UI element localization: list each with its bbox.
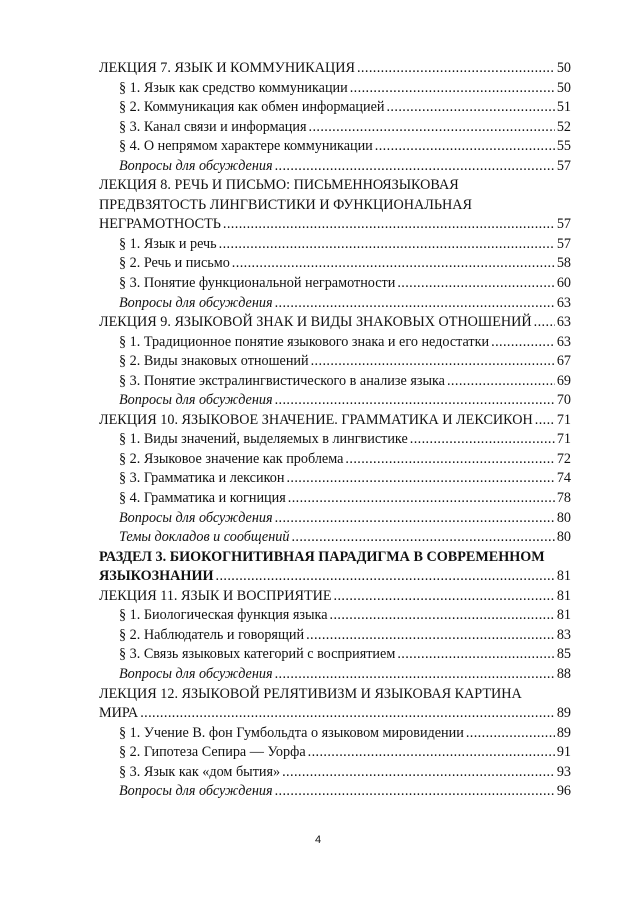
toc-entry-lecture[interactable] — [99, 176, 571, 235]
toc-entry-paragraph[interactable] — [99, 372, 571, 392]
dot-leader — [216, 567, 555, 587]
dot-leader — [232, 254, 555, 274]
toc-page-number: 80 — [556, 529, 571, 546]
toc-page-number: 91 — [556, 744, 571, 761]
dot-leader — [286, 469, 554, 489]
dot-leader — [397, 645, 555, 665]
toc-entry-lecture[interactable] — [99, 313, 571, 333]
dot-leader — [491, 333, 555, 353]
toc-entry-lecture[interactable] — [99, 411, 571, 431]
toc-entry-title: Вопросы для обсуждения — [119, 157, 273, 174]
toc-entry-paragraph[interactable] — [99, 645, 571, 665]
toc-entry-section[interactable] — [99, 548, 571, 587]
toc-entry-title: § 2. Коммуникация как обмен информацией — [119, 99, 385, 116]
toc-entry-paragraph[interactable] — [99, 763, 571, 783]
toc-entry-paragraph[interactable] — [99, 333, 571, 353]
dot-leader — [309, 118, 555, 138]
dot-leader — [357, 59, 555, 79]
toc-entry-title: ЯЗЫКОЗНАНИИ — [99, 568, 214, 585]
toc-page-number: 50 — [556, 79, 571, 96]
toc-page-number: 71 — [556, 411, 571, 428]
toc-page-number: 83 — [556, 626, 571, 643]
toc-entry-title: § 1. Виды значений, выделяемых в лингвистике — [119, 431, 408, 448]
toc-page-number: 57 — [556, 216, 571, 233]
dot-leader — [466, 724, 555, 744]
toc-entry-title: ЛЕКЦИЯ 10. ЯЗЫКОВОЕ ЗНАЧЕНИЕ. ГРАММАТИКА И ЛЕКСИКОН — [99, 411, 533, 428]
toc-entry-lecture[interactable] — [99, 59, 571, 79]
toc-entry-questions[interactable] — [99, 665, 571, 685]
toc-entry-lecture[interactable] — [99, 685, 571, 724]
toc-page-number: 93 — [556, 763, 571, 780]
dot-leader — [275, 665, 555, 685]
page-number: 4 — [314, 834, 322, 846]
dot-leader — [345, 450, 554, 470]
toc-page-number: 81 — [556, 568, 571, 585]
toc-page-number: 89 — [556, 724, 571, 741]
toc-page-number: 81 — [556, 587, 571, 604]
toc-entry-title: Вопросы для обсуждения — [119, 665, 273, 682]
toc-entry-title: § 1. Язык и речь — [119, 235, 217, 252]
dot-leader — [275, 509, 555, 529]
toc-page-number: 67 — [556, 353, 571, 370]
toc-entry-title: Темы докладов и сообщений — [119, 529, 290, 546]
toc-entry-title: § 1. Биологическая функция языка — [119, 607, 328, 624]
toc-page-number: 89 — [556, 705, 571, 722]
toc-page-number: 50 — [556, 60, 571, 76]
dot-leader — [223, 215, 555, 235]
dot-leader — [410, 430, 555, 450]
toc-entry-title: § 2. Речь и письмо — [119, 255, 230, 272]
toc-entry-title: § 2. Языковое значение как проблема — [119, 450, 344, 467]
dot-leader — [306, 626, 555, 646]
dot-leader — [334, 587, 555, 607]
dot-leader — [308, 743, 555, 763]
dot-leader — [291, 528, 554, 548]
dot-leader — [275, 157, 555, 177]
toc-entry-title: § 3. Связь языковых категорий с восприятием — [119, 646, 396, 663]
dot-leader — [375, 137, 555, 157]
toc-page-number: 80 — [556, 509, 571, 526]
toc-page-number: 57 — [556, 157, 571, 174]
toc-page-number: 63 — [556, 294, 571, 311]
toc-entry-title-line: РАЗДЕЛ 3. БИОКОГНИТИВНАЯ ПАРАДИГМА В СОВРЕМЕННОМ — [99, 548, 545, 565]
toc-entry-questions[interactable] — [99, 528, 571, 548]
toc-entry-paragraph[interactable] — [99, 118, 571, 138]
toc-entry-title: МИРА — [99, 705, 139, 722]
dot-leader — [275, 294, 555, 314]
toc-page-number: 51 — [556, 99, 571, 116]
toc-page-number: 63 — [556, 314, 571, 331]
toc-entry-title: § 4. Грамматика и когниция — [119, 490, 286, 507]
dot-leader — [447, 372, 555, 392]
toc-entry-title: § 1. Учение В. фон Гумбольдта о языковом мировидении — [119, 724, 464, 741]
toc-page-number: 57 — [556, 235, 571, 252]
toc-entry-lecture[interactable] — [99, 587, 571, 607]
toc-entry-title: § 2. Наблюдатель и говорящий — [119, 626, 305, 643]
toc-entry-paragraph[interactable] — [99, 489, 571, 509]
dot-leader — [275, 782, 555, 802]
toc-entry-title-line: ЛЕКЦИЯ 12. ЯЗЫКОВОЙ РЕЛЯТИВИЗМ И ЯЗЫКОВАЯ КАРТИНА — [99, 685, 522, 702]
toc-entry-paragraph[interactable] — [99, 724, 571, 744]
toc-entry-paragraph[interactable] — [99, 430, 571, 450]
toc-entry-title: § 4. О непрямом характере коммуникации — [119, 138, 373, 155]
toc-entry-title: § 3. Грамматика и лексикон — [119, 470, 285, 487]
toc-entry-paragraph[interactable] — [99, 235, 571, 255]
toc-entry-paragraph[interactable] — [99, 79, 571, 99]
dot-leader — [288, 489, 555, 509]
toc-entry-title: § 1. Традиционное понятие языкового знака и его недостатки — [119, 333, 490, 350]
toc-entry-title: Вопросы для обсуждения — [119, 509, 273, 526]
toc-page-number: 72 — [556, 450, 571, 467]
dot-leader — [386, 98, 554, 118]
toc-entry-paragraph[interactable] — [99, 450, 571, 470]
toc-entry-title: § 1. Язык как средство коммуникации — [119, 79, 348, 96]
toc-entry-questions[interactable] — [99, 391, 571, 411]
dot-leader — [311, 352, 555, 372]
dot-leader — [219, 235, 555, 255]
toc-entry-title: § 3. Канал связи и информация — [119, 118, 307, 135]
toc-page-number: 60 — [556, 275, 571, 292]
dot-leader — [275, 391, 555, 411]
dot-leader — [140, 704, 555, 724]
dot-leader — [350, 79, 555, 99]
dot-leader — [397, 274, 554, 294]
toc-entry-title: ЛЕКЦИЯ 7. ЯЗЫК И КОММУНИКАЦИЯ — [99, 60, 355, 76]
dot-leader — [535, 411, 555, 431]
toc-entry-title: § 2. Гипотеза Сепира — Уорфа — [119, 744, 306, 761]
toc-entry-title: § 3. Понятие функциональной неграмотности — [119, 275, 396, 292]
toc-entry-title: § 3. Язык как «дом бытия» — [119, 763, 281, 780]
toc-page-number: 55 — [556, 138, 571, 155]
toc-entry-questions[interactable] — [99, 509, 571, 529]
toc-entry-paragraph[interactable] — [99, 352, 571, 372]
toc-entry-paragraph[interactable] — [99, 254, 571, 274]
toc-entry-paragraph[interactable] — [99, 626, 571, 646]
toc-entry-title: Вопросы для обсуждения — [119, 783, 273, 800]
toc-entry-title-line: ПРЕДВЗЯТОСТЬ ЛИНГВИСТИКИ И ФУНКЦИОНАЛЬНАЯ — [99, 196, 472, 213]
toc-entry-paragraph[interactable] — [99, 469, 571, 489]
toc-entry-title: § 2. Виды знаковых отношений — [119, 353, 309, 370]
toc-page-number: 74 — [556, 470, 571, 487]
toc-entry-questions[interactable] — [99, 294, 571, 314]
toc-page-number: 52 — [556, 118, 571, 135]
toc-entry-paragraph[interactable] — [99, 606, 571, 626]
toc-entry-paragraph[interactable] — [99, 743, 571, 763]
toc-page-number: 88 — [556, 665, 571, 682]
toc-entry-paragraph[interactable] — [99, 274, 571, 294]
dot-leader — [330, 606, 555, 626]
toc-entry-title: § 3. Понятие экстралингвистического в анализе языка — [119, 372, 445, 389]
toc-page-number: 96 — [556, 783, 571, 800]
toc-page-number: 71 — [556, 431, 571, 448]
toc-entry-title: ЛЕКЦИЯ 9. ЯЗЫКОВОЙ ЗНАК И ВИДЫ ЗНАКОВЫХ ОТНОШЕНИЙ — [99, 314, 532, 331]
table-of-contents — [99, 59, 571, 802]
toc-entry-title-line: ЛЕКЦИЯ 8. РЕЧЬ И ПИСЬМО: ПИСЬМЕННОЯЗЫКОВАЯ — [99, 177, 459, 194]
toc-entry-title: Вопросы для обсуждения — [119, 392, 273, 409]
toc-page-number: 58 — [556, 255, 571, 272]
toc-page-number: 81 — [556, 607, 571, 624]
toc-page-number: 85 — [556, 646, 571, 663]
toc-entry-title: Вопросы для обсуждения — [119, 294, 273, 311]
dot-leader — [534, 313, 555, 333]
toc-page-number: 78 — [556, 490, 571, 507]
toc-entry-paragraph[interactable] — [99, 98, 571, 118]
toc-entry-questions[interactable] — [99, 782, 571, 802]
toc-entry-title: НЕГРАМОТНОСТЬ — [99, 216, 221, 233]
toc-entry-title: ЛЕКЦИЯ 11. ЯЗЫК И ВОСПРИЯТИЕ — [99, 587, 332, 604]
toc-entry-questions[interactable] — [99, 157, 571, 177]
toc-page-number: 70 — [556, 392, 571, 409]
dot-leader — [282, 763, 555, 783]
toc-entry-paragraph[interactable] — [99, 137, 571, 157]
toc-page-number: 69 — [556, 372, 571, 389]
toc-page-number: 63 — [556, 333, 571, 350]
